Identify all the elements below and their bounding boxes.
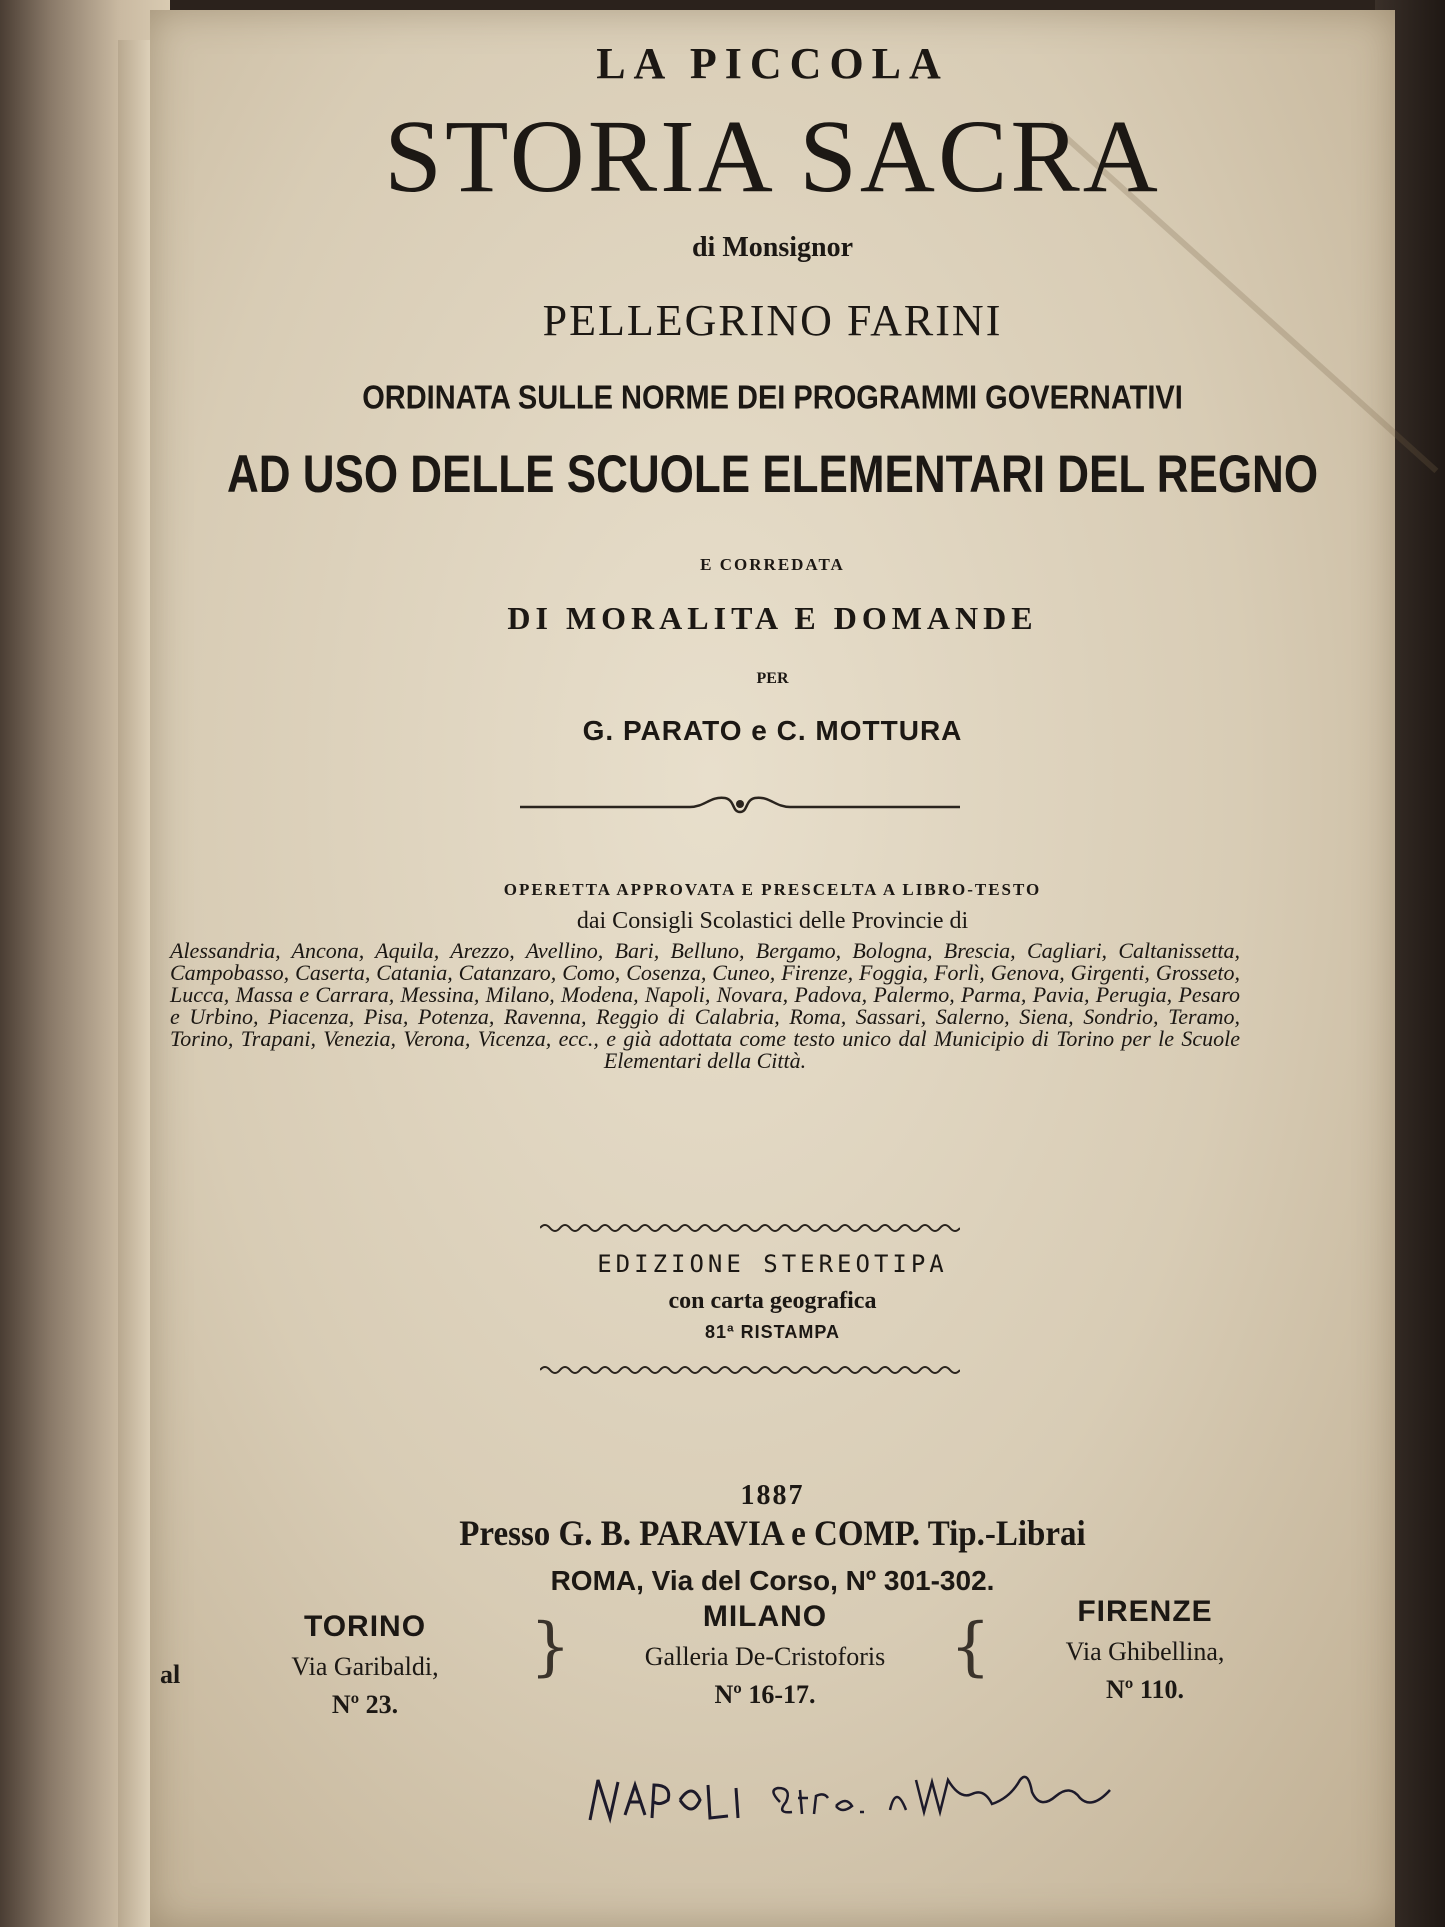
subtitle-ordinata: ORDINATA SULLE NORME DEI PROGRAMMI GOVERNATIVI <box>362 379 1183 417</box>
author-name: PELLEGRINO FARINI <box>542 296 1003 345</box>
publication-year: 1887 <box>740 1480 805 1511</box>
co-authors: G. PARATO e C. MOTTURA <box>582 715 963 746</box>
city-torino <box>200 1610 530 1720</box>
roma-address: ROMA, Via del Corso, Nº 301-302. <box>550 1565 995 1596</box>
brace-divider-right: { <box>950 1610 991 1684</box>
approval-heading: OPERETTA APPROVATA E PRESCELTA A LIBRO-TESTO <box>503 880 1042 899</box>
city-firenze <box>980 1595 1310 1705</box>
publisher: Presso G. B. PARAVIA e COMP. Tip.-Librai <box>459 1514 1086 1554</box>
city-number: Nº 23. <box>331 1690 399 1719</box>
brace-divider-left: } <box>530 1610 571 1684</box>
provinces-list: Alessandria, Ancona, Aquila, Arezzo, Avellino, Bari, Belluno, Bergamo, Bologna, Brescia, Cagliari, Caltanissetta, Campobasso, Caserta, Catania, Catanzaro, Como, Cosenza, Cuneo, Firenze, Foggia, Forlì, Genova, Girgenti, Grosseto, Lucca, Massa e Carrara, Messina, Milano, Modena, Napoli, Novara, Padova, Palermo, Parma, Pavia, Perugia, Pesaro e Urbino, Piacenza, Pisa, Potenza, Ravenna, Reggio di Calabria, Roma, Sassari, Salerno, Siena, Sondrio, Teramo, Torino, Trapani, Venezia, Verona, Vicenza, ecc., e già adottata come testo unico dal Municipio di Torino per le Scuole Elementari della Città. <box>170 938 1240 1073</box>
city-name: FIRENZE <box>1077 1595 1213 1628</box>
handwritten-signature <box>580 1740 1140 1840</box>
city-name: TORINO <box>303 1610 427 1643</box>
city-number: Nº 16-17. <box>714 1680 816 1709</box>
subtitle-ad-uso: AD USO DELLE SCUOLE ELEMENTARI DEL REGNO <box>226 445 1319 504</box>
author-prefix: di Monsignor <box>691 232 854 263</box>
city-name: MILANO <box>702 1600 828 1633</box>
pre-title: LA PICCOLA <box>596 39 949 88</box>
city-number: Nº 110. <box>1106 1675 1184 1704</box>
city-address: Via Ghibellina, <box>1065 1637 1225 1666</box>
edition-label: EDIZIONE STEREOTIPA <box>597 1250 948 1278</box>
subtitle-corredata: E CORREDATA <box>700 555 845 574</box>
reprint-number: 81ª RISTAMPA <box>704 1322 840 1342</box>
wavy-rule-bottom <box>540 1362 960 1378</box>
map-note: con carta geografica <box>668 1288 877 1314</box>
subtitle-moralita: DI MORALITA E DOMANDE <box>507 600 1038 636</box>
per-label: PER <box>756 670 789 687</box>
title-page <box>150 10 1395 1927</box>
city-address: Galleria De-Cristoforis <box>644 1642 886 1671</box>
city-milano <box>600 1600 930 1710</box>
margin-note: al <box>160 1660 181 1689</box>
approval-subheading: dai Consigli Scolastici delle Provincie di <box>576 908 969 934</box>
wavy-rule-top <box>540 1220 960 1236</box>
book-title: STORIA SACRA <box>384 99 1161 214</box>
ornament-divider <box>520 790 960 824</box>
city-address: Via Garibaldi, <box>291 1652 439 1681</box>
